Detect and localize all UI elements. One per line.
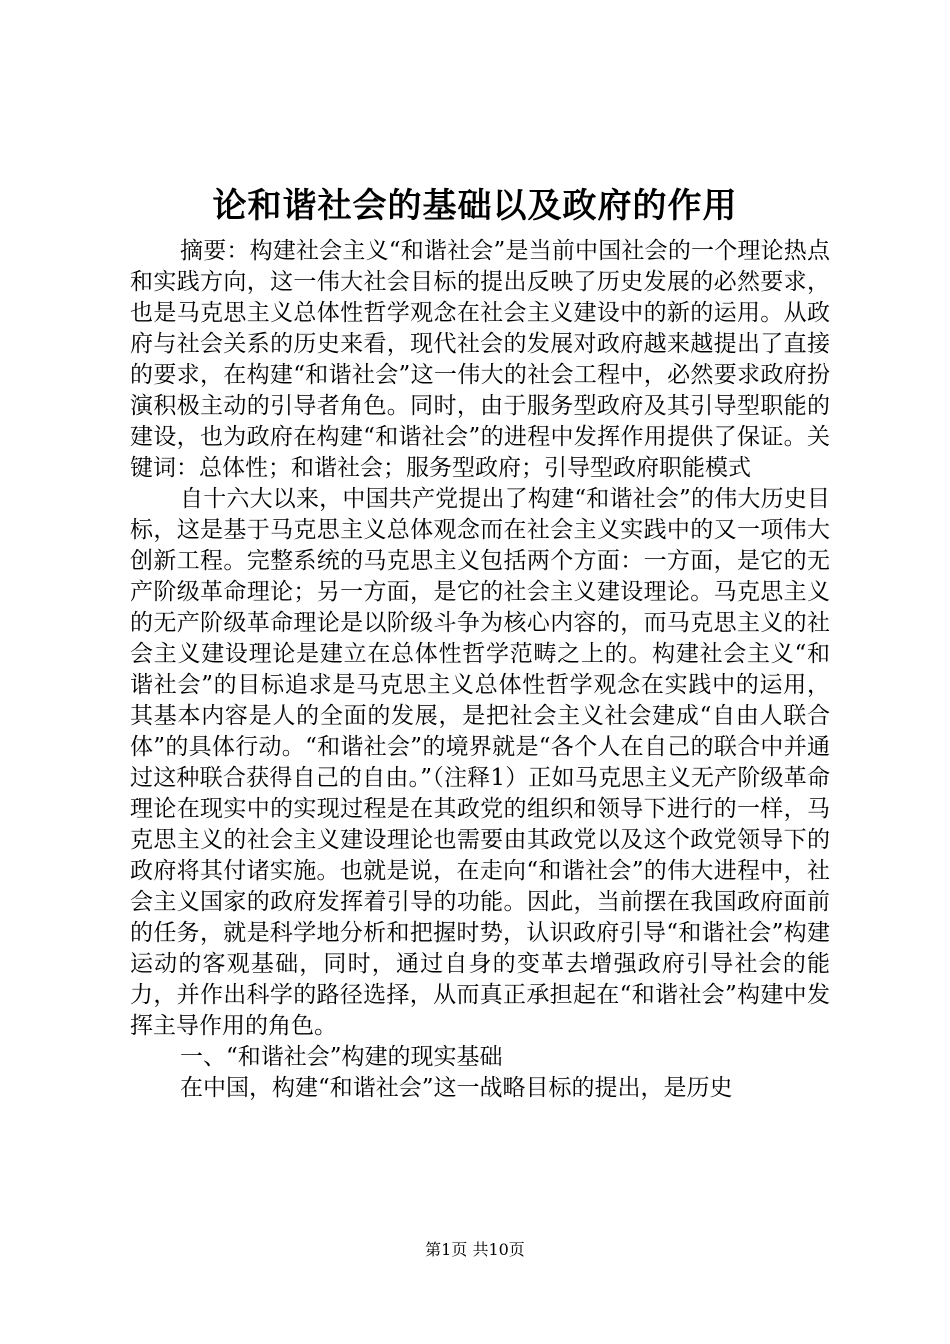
intro-paragraph: 自十六大以来，中国共产党提出了构建“和谐社会”的伟大历史目标，这是基于马克思主义总体观念而在社会主义实践中的又一项伟大创新工程。完整系统的马克思主义包括两个方面：一方面，是它的无产阶级革命理论；另一方面，是它的社会主义建设理论。马克思主义的无产阶级革命理论是以阶级斗争为核心内容的，而马克思主义的社会主义建设理论是建立在总体性哲学范畴之上的。构建社会主义“和谐社会”的目标追求是马克思主义总体性哲学观念在实践中的运用，其基本内容是人的全面的发展，是把社会主义社会建成“自由人联合体”的具体行动。“和谐社会”的境界就是“各个人在自己的联合中并通过这种联合获得自己的自由。”（注释1）正如马克思主义无产阶级革命理论在现实中的实现过程是在其政党的组织和领导下进行的一样，马克思主义的社会主义建设理论也需要由其政党以及这个政党领导下的政府将其付诸实施。也就是说，在走向“和谐社会”的伟大进程中，社会主义国家的政府发挥着引导的功能。因此，当前摆在我国政府面前的任务，就是科学地分析和把握时势，认识政府引导“和谐社会”构建运动的客观基础，同时，通过自身的变革去增强政府引导社会的能力，并作出科学的路径选择，从而真正承担起在“和谐社会”构建中发挥主导作用的角色。 bbox=[130, 486, 830, 1039]
document-body bbox=[130, 236, 830, 1104]
page-footer: 第1页 共10页 bbox=[425, 1240, 525, 1259]
section-heading: 一、“和谐社会”构建的现实基础 bbox=[180, 1044, 503, 1070]
abstract-paragraph: 摘要：构建社会主义“和谐社会”是当前中国社会的一个理论热点和实践方向，这一伟大社会目标的提出反映了历史发展的必然要求，也是马克思主义总体性哲学观念在社会主义建设中的新的运用。从政府与社会关系的历史来看，现代社会的发展对政府越来越提出了直接的要求，在构建“和谐社会”这一伟大的社会工程中，必然要求政府扮演积极主动的引导者角色。同时，由于服务型政府及其引导型职能的建设，也为政府在构建“和谐社会”的进程中发挥作用提供了保证。关键词：总体性；和谐社会；服务型政府；引导型政府职能模式 bbox=[130, 238, 830, 481]
document-title: 论和谐社会的基础以及政府的作用 bbox=[212, 186, 738, 226]
section-paragraph: 在中国，构建“和谐社会”这一战略目标的提出，是历史 bbox=[180, 1075, 733, 1101]
